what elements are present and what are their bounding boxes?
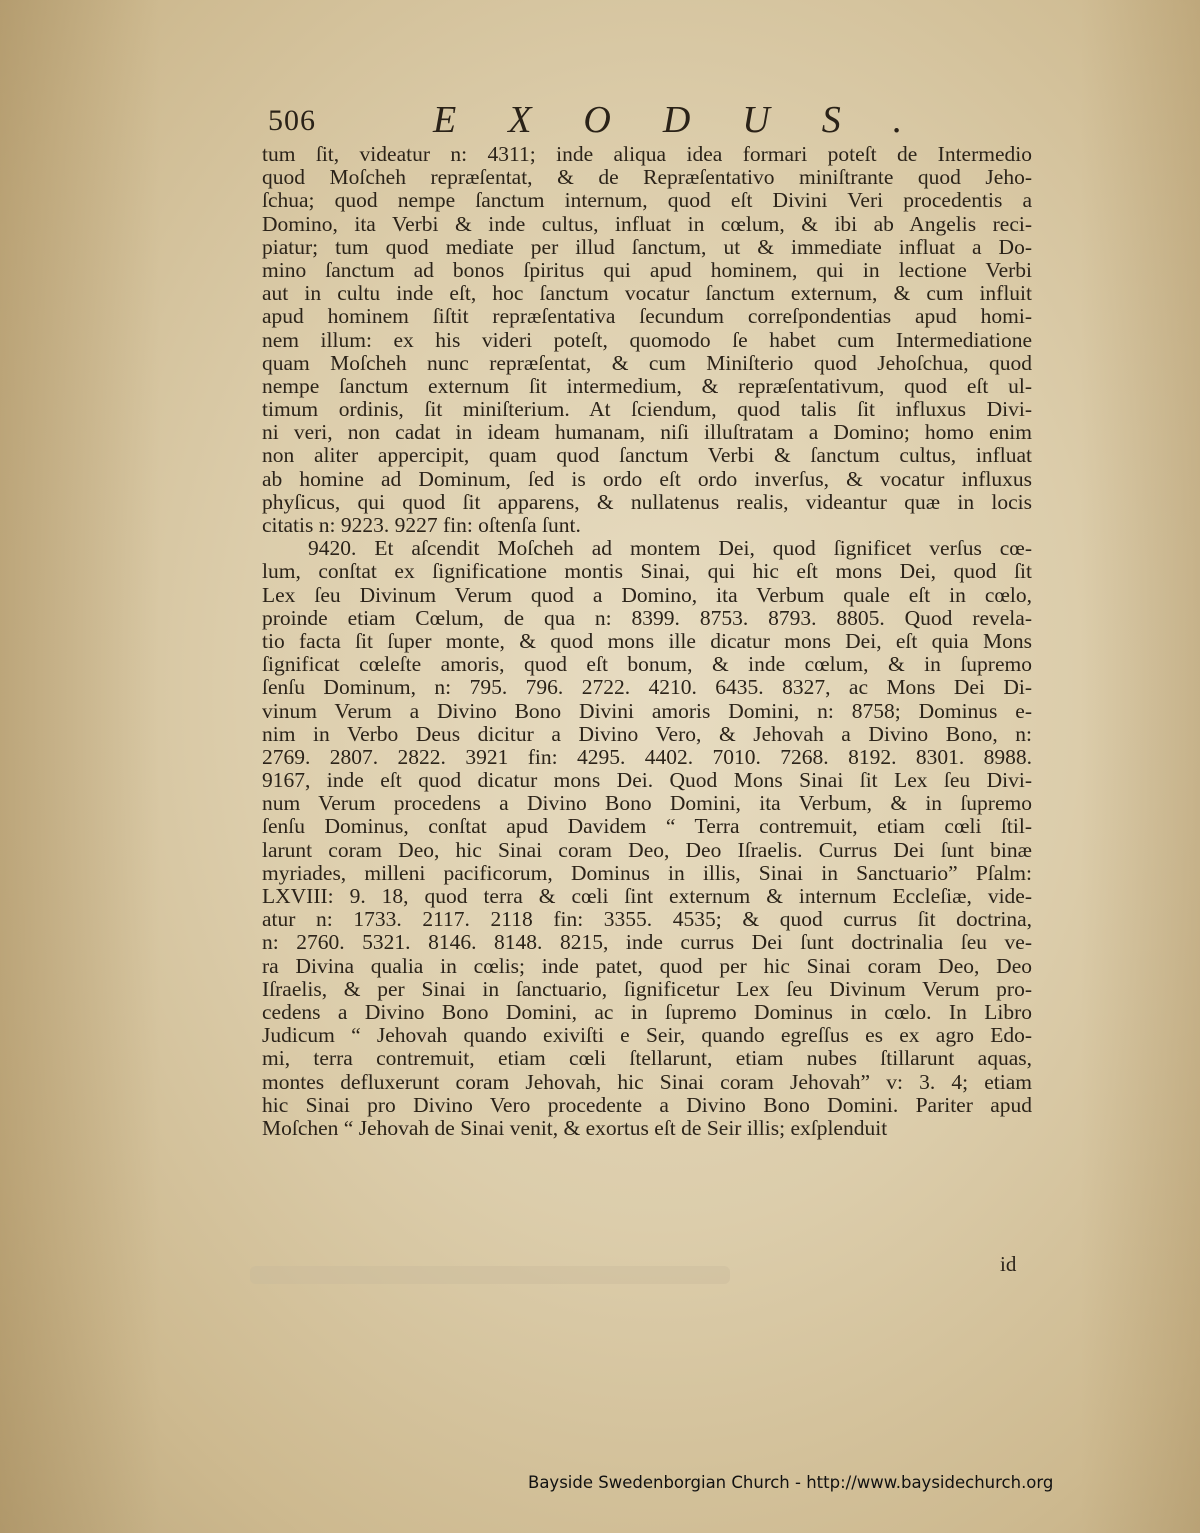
text-line: tum ſit, videatur n: 4311; inde aliqua idea formari poteſt de Intermedio xyxy=(262,142,1032,166)
text-line: ni veri, non cadat in ideam humanam, niſi illuſtratam a Domino; homo enim xyxy=(262,420,1032,445)
text-line: Lex ſeu Divinum Verum quod a Domino, ita Verbum quale eſt in cœlo, xyxy=(262,582,1032,607)
text-line: n: 2760. 5321. 8146. 8148. 8215, inde currus Dei ſunt doctrinalia ſeu ve- xyxy=(262,930,1032,955)
text-line: citatis n: 9223. 9227 fin: oſtenſa ſunt. xyxy=(262,513,581,537)
text-line: nem illum: ex his videri poteſt, quomodo ſe habet cum Intermediatione xyxy=(262,327,1032,352)
text-line: hic Sinai pro Divino Vero procedente a Divino Bono Domini. Pariter apud xyxy=(262,1092,1032,1117)
text-line: mi, terra contremuit, etiam cœli ſtellarunt, etiam nubes ſtillarunt aquas, xyxy=(262,1046,1032,1071)
text-line: ſignificat cœleſte amoris, quod eſt bonum, & inde cœlum, & in ſupremo xyxy=(262,652,1032,677)
text-line: ſchua; quod nempe ſanctum internum, quod eſt Divini Veri procedentis a xyxy=(262,188,1032,213)
text-line: piatur; tum quod mediate per illud ſanctum, ut & immediate influat a Do- xyxy=(262,234,1032,259)
page-number: 506 xyxy=(268,104,316,137)
faded-offset-print xyxy=(250,1266,730,1284)
page-edge-shadow-right xyxy=(1080,0,1200,1533)
text-line: num Verum procedens a Divino Bono Domini, ita Verbum, & in ſupremo xyxy=(262,791,1032,816)
text-line: Domino, ita Verbi & inde cultus, influat in cœlum, & ibi ab Angelis reci- xyxy=(262,211,1032,236)
text-line: atur n: 1733. 2117. 2118 fin: 3355. 4535; & quod currus ſit doctrina, xyxy=(262,907,1032,932)
text-line: timum ordinis, ſit miniſterium. At ſciendum, quod talis ſit influxus Divi- xyxy=(262,397,1032,422)
text-line: ab homine ad Dominum, ſed is ordo eſt ordo inverſus, & vocatur influxus xyxy=(262,466,1032,491)
text-line: quod Moſcheh repræſentat, & de Repræſentativo miniſtrante quod Jeho- xyxy=(262,165,1032,190)
footer-credit: Bayside Swedenborgian Church - http://www.baysidechurch.org xyxy=(528,1473,1054,1492)
text-line: nempe ſanctum externum ſit intermedium, & repræſentativum, quod eſt ul- xyxy=(262,373,1032,398)
text-line: tio facta ſit ſuper monte, & quod mons ille dicatur mons Dei, eſt quia Mons xyxy=(262,628,1032,653)
text-line: 9167, inde eſt quod dicatur mons Dei. Quod Mons Sinai ſit Lex ſeu Divi- xyxy=(262,768,1032,793)
text-line: phyſicus, qui quod ſit apparens, & nullatenus realis, videantur quæ in locis xyxy=(262,489,1032,514)
text-line: lum, conſtat ex ſignificatione montis Sinai, qui hic eſt mons Dei, quod ſit xyxy=(262,559,1032,584)
text-line: ſenſu Dominus, conſtat apud Davidem “ Terra contremuit, etiam cœli ſtil- xyxy=(262,814,1032,839)
text-line: aut in cultu inde eſt, hoc ſanctum vocatur ſanctum externum, & cum influit xyxy=(262,281,1032,306)
text-line: apud hominem ſiſtit repræſentativa ſecundum correſpondentias apud homi- xyxy=(262,304,1032,329)
text-line: Moſchen “ Jehovah de Sinai venit, & exortus eſt de Seir illis; exſplenduit xyxy=(262,1115,888,1140)
body-text xyxy=(262,143,1032,1140)
text-line: 2769. 2807. 2822. 3921 fin: 4295. 4402. 7010. 7268. 8192. 8301. 8988. xyxy=(262,744,1032,769)
text-line: montes defluxerunt coram Jehovah, hic Sinai coram Jehovah” v: 3. 4; etiam xyxy=(262,1069,1032,1094)
text-line: Judicum “ Jehovah quando exiviſti e Seir, quando egreſſus es ex agro Edo- xyxy=(262,1023,1032,1048)
text-line: ra Divina qualia in cœlis; inde patet, quod per hic Sinai coram Deo, Deo xyxy=(262,953,1032,978)
page-edge-shadow-left xyxy=(0,0,160,1533)
catchword: id xyxy=(1000,1252,1017,1276)
text-line: 9420. Et aſcendit Moſcheh ad montem Dei, quod ſignificet verſus cœ- xyxy=(308,536,1032,561)
text-line: non aliter appercipit, quam quod ſanctum Verbi & ſanctum cultus, influat xyxy=(262,443,1032,468)
text-line: ſenſu Dominum, n: 795. 796. 2722. 4210. 6435. 8327, ac Mons Dei Di- xyxy=(262,675,1032,700)
text-line: nim in Verbo Deus dicitur a Divino Vero, & Jehovah a Divino Bono, n: xyxy=(262,721,1032,746)
text-line: quam Moſcheh nunc repræſentat, & cum Miniſterio quod Jehoſchua, quod xyxy=(262,350,1032,375)
text-line: proinde etiam Cœlum, de qua n: 8399. 8753. 8793. 8805. Quod revela- xyxy=(262,605,1032,630)
text-line: myriades, milleni pacificorum, Dominus in illis, Sinai in Sanctuario” Pſalm: xyxy=(262,860,1032,885)
running-title: EXODUS. xyxy=(433,99,955,141)
text-line: Iſraelis, & per Sinai in ſanctuario, ſignificetur Lex ſeu Divinum Verum pro- xyxy=(262,976,1032,1001)
text-line: cedens a Divino Bono Domini, ac in ſupremo Dominus in cœlo. In Libro xyxy=(262,999,1032,1024)
text-line: mino ſanctum ad bonos ſpiritus qui apud hominem, qui in lectione Verbi xyxy=(262,257,1032,282)
text-line: LXVIII: 9. 18, quod terra & cœli ſint externum & internum Eccleſiæ, vide- xyxy=(262,884,1032,908)
text-line: larunt coram Deo, hic Sinai coram Deo, Deo Iſraelis. Currus Dei ſunt binæ xyxy=(262,837,1032,862)
page-header xyxy=(268,98,955,148)
text-line: vinum Verum a Divino Bono Divini amoris Domini, n: 8758; Dominus e- xyxy=(262,698,1032,723)
